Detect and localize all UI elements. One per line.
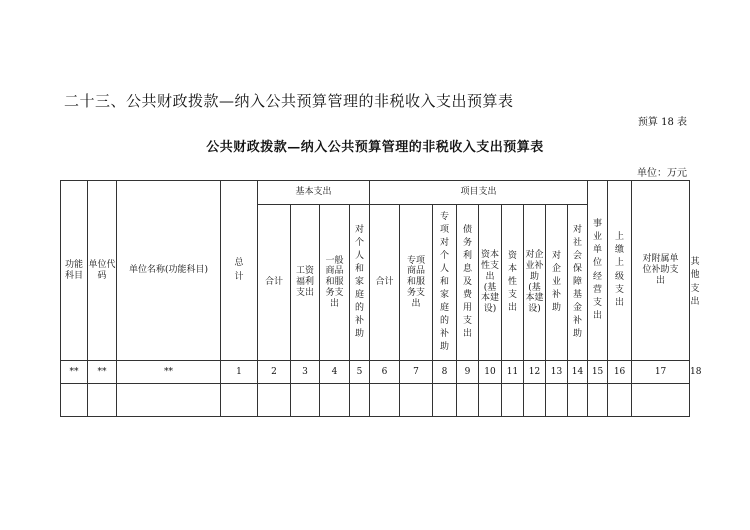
code-cell: **: [117, 361, 221, 384]
empty-cell: [632, 384, 690, 417]
header-personal-basic: 对个人和家庭的补助: [350, 205, 370, 361]
header-personal-project: 专项对个人和家庭的补助: [433, 205, 457, 361]
code-cell: 15: [588, 361, 608, 384]
header-operating: 事业单位经营支出: [588, 181, 608, 361]
header-subsidiary: 对附属单位补助支出: [632, 181, 690, 361]
budget-table: [60, 180, 702, 417]
header-upper: 上缴上级支出: [608, 181, 632, 361]
code-cell: **: [61, 361, 88, 384]
empty-cell: [588, 384, 608, 417]
header-capital: 资本性支出: [502, 205, 524, 361]
header-debt: 债务利息及费用支出: [457, 205, 479, 361]
unit-label: 单位：万元: [637, 168, 687, 179]
code-cell: 1: [221, 361, 258, 384]
header-project-group: 项目支出: [370, 181, 588, 205]
empty-cell: [524, 384, 546, 417]
code-cell: 12: [524, 361, 546, 384]
form-number: 预算 18 表: [637, 117, 687, 128]
code-cell: 7: [400, 361, 433, 384]
header-enterprise-infra: 对企业补助(基本建设): [524, 205, 546, 361]
code-cell: 3: [291, 361, 320, 384]
code-cell: 2: [258, 361, 291, 384]
empty-cell: [61, 384, 88, 417]
code-cell: 9: [457, 361, 479, 384]
header-capital-infra: 资本性支出(基本建设): [479, 205, 502, 361]
header-row-1: [61, 181, 690, 205]
header-row-2: 合计 工资福利支出 一般商品和服务支出 对个人和家庭的补助 合计 专项商品和服务支出 专项对个人和家庭的补助 债务利息及费用支出 资本性支出(基本建设) 资本性支出 对企业补助(基本建设) 对企业补助 对社会保障基金补助 其他支出: [61, 205, 690, 361]
empty-cell: [88, 384, 117, 417]
table-title: 公共财政拨款—纳入公共预算管理的非税收入支出预算表: [206, 140, 544, 155]
header-goods-basic: 一般商品和服务支出: [320, 205, 350, 361]
empty-cell: [608, 384, 632, 417]
empty-cell: [433, 384, 457, 417]
header-basic-subtotal: 合计: [258, 205, 291, 361]
code-cell: 10: [479, 361, 502, 384]
header-social-fund: 对社会保障基金补助: [568, 205, 588, 361]
empty-cell: [258, 384, 291, 417]
code-cell: 14: [568, 361, 588, 384]
code-cell: 4: [320, 361, 350, 384]
header-project-subtotal: 合计: [370, 205, 400, 361]
code-row: ** ** ** 1 2 3 4 5 6 7 8 9 10 11 12 13 14 15 16 17 18: [61, 361, 690, 384]
code-cell: 13: [546, 361, 568, 384]
empty-cell: [221, 384, 258, 417]
empty-cell: [479, 384, 502, 417]
code-cell: 17: [632, 361, 690, 384]
empty-cell: [546, 384, 568, 417]
header-special-goods: 专项商品和服务支出: [400, 205, 433, 361]
code-cell: 8: [433, 361, 457, 384]
header-wages: 工资福利支出: [291, 205, 320, 361]
header-func-code: 功能科目: [61, 181, 88, 361]
empty-data-row: [61, 384, 690, 417]
empty-cell: [320, 384, 350, 417]
code-cell: **: [88, 361, 117, 384]
header-enterprise: 对企业补助: [546, 205, 568, 361]
header-total: 总计: [221, 181, 258, 361]
empty-cell: [457, 384, 479, 417]
empty-cell: [400, 384, 433, 417]
empty-cell: [291, 384, 320, 417]
empty-cell: [568, 384, 588, 417]
empty-cell: [370, 384, 400, 417]
empty-cell: [117, 384, 221, 417]
header-basic-group: 基本支出: [258, 181, 370, 205]
page-heading: 二十三、公共财政拨款—纳入公共预算管理的非税收入支出预算表: [64, 92, 514, 110]
code-cell: 11: [502, 361, 524, 384]
code-cell: 5: [350, 361, 370, 384]
header-unit-name: 单位名称(功能科目): [117, 181, 221, 361]
empty-cell: [502, 384, 524, 417]
code-cell: 16: [608, 361, 632, 384]
header-unit-code: 单位代码: [88, 181, 117, 361]
code-cell: 6: [370, 361, 400, 384]
empty-cell: [350, 384, 370, 417]
